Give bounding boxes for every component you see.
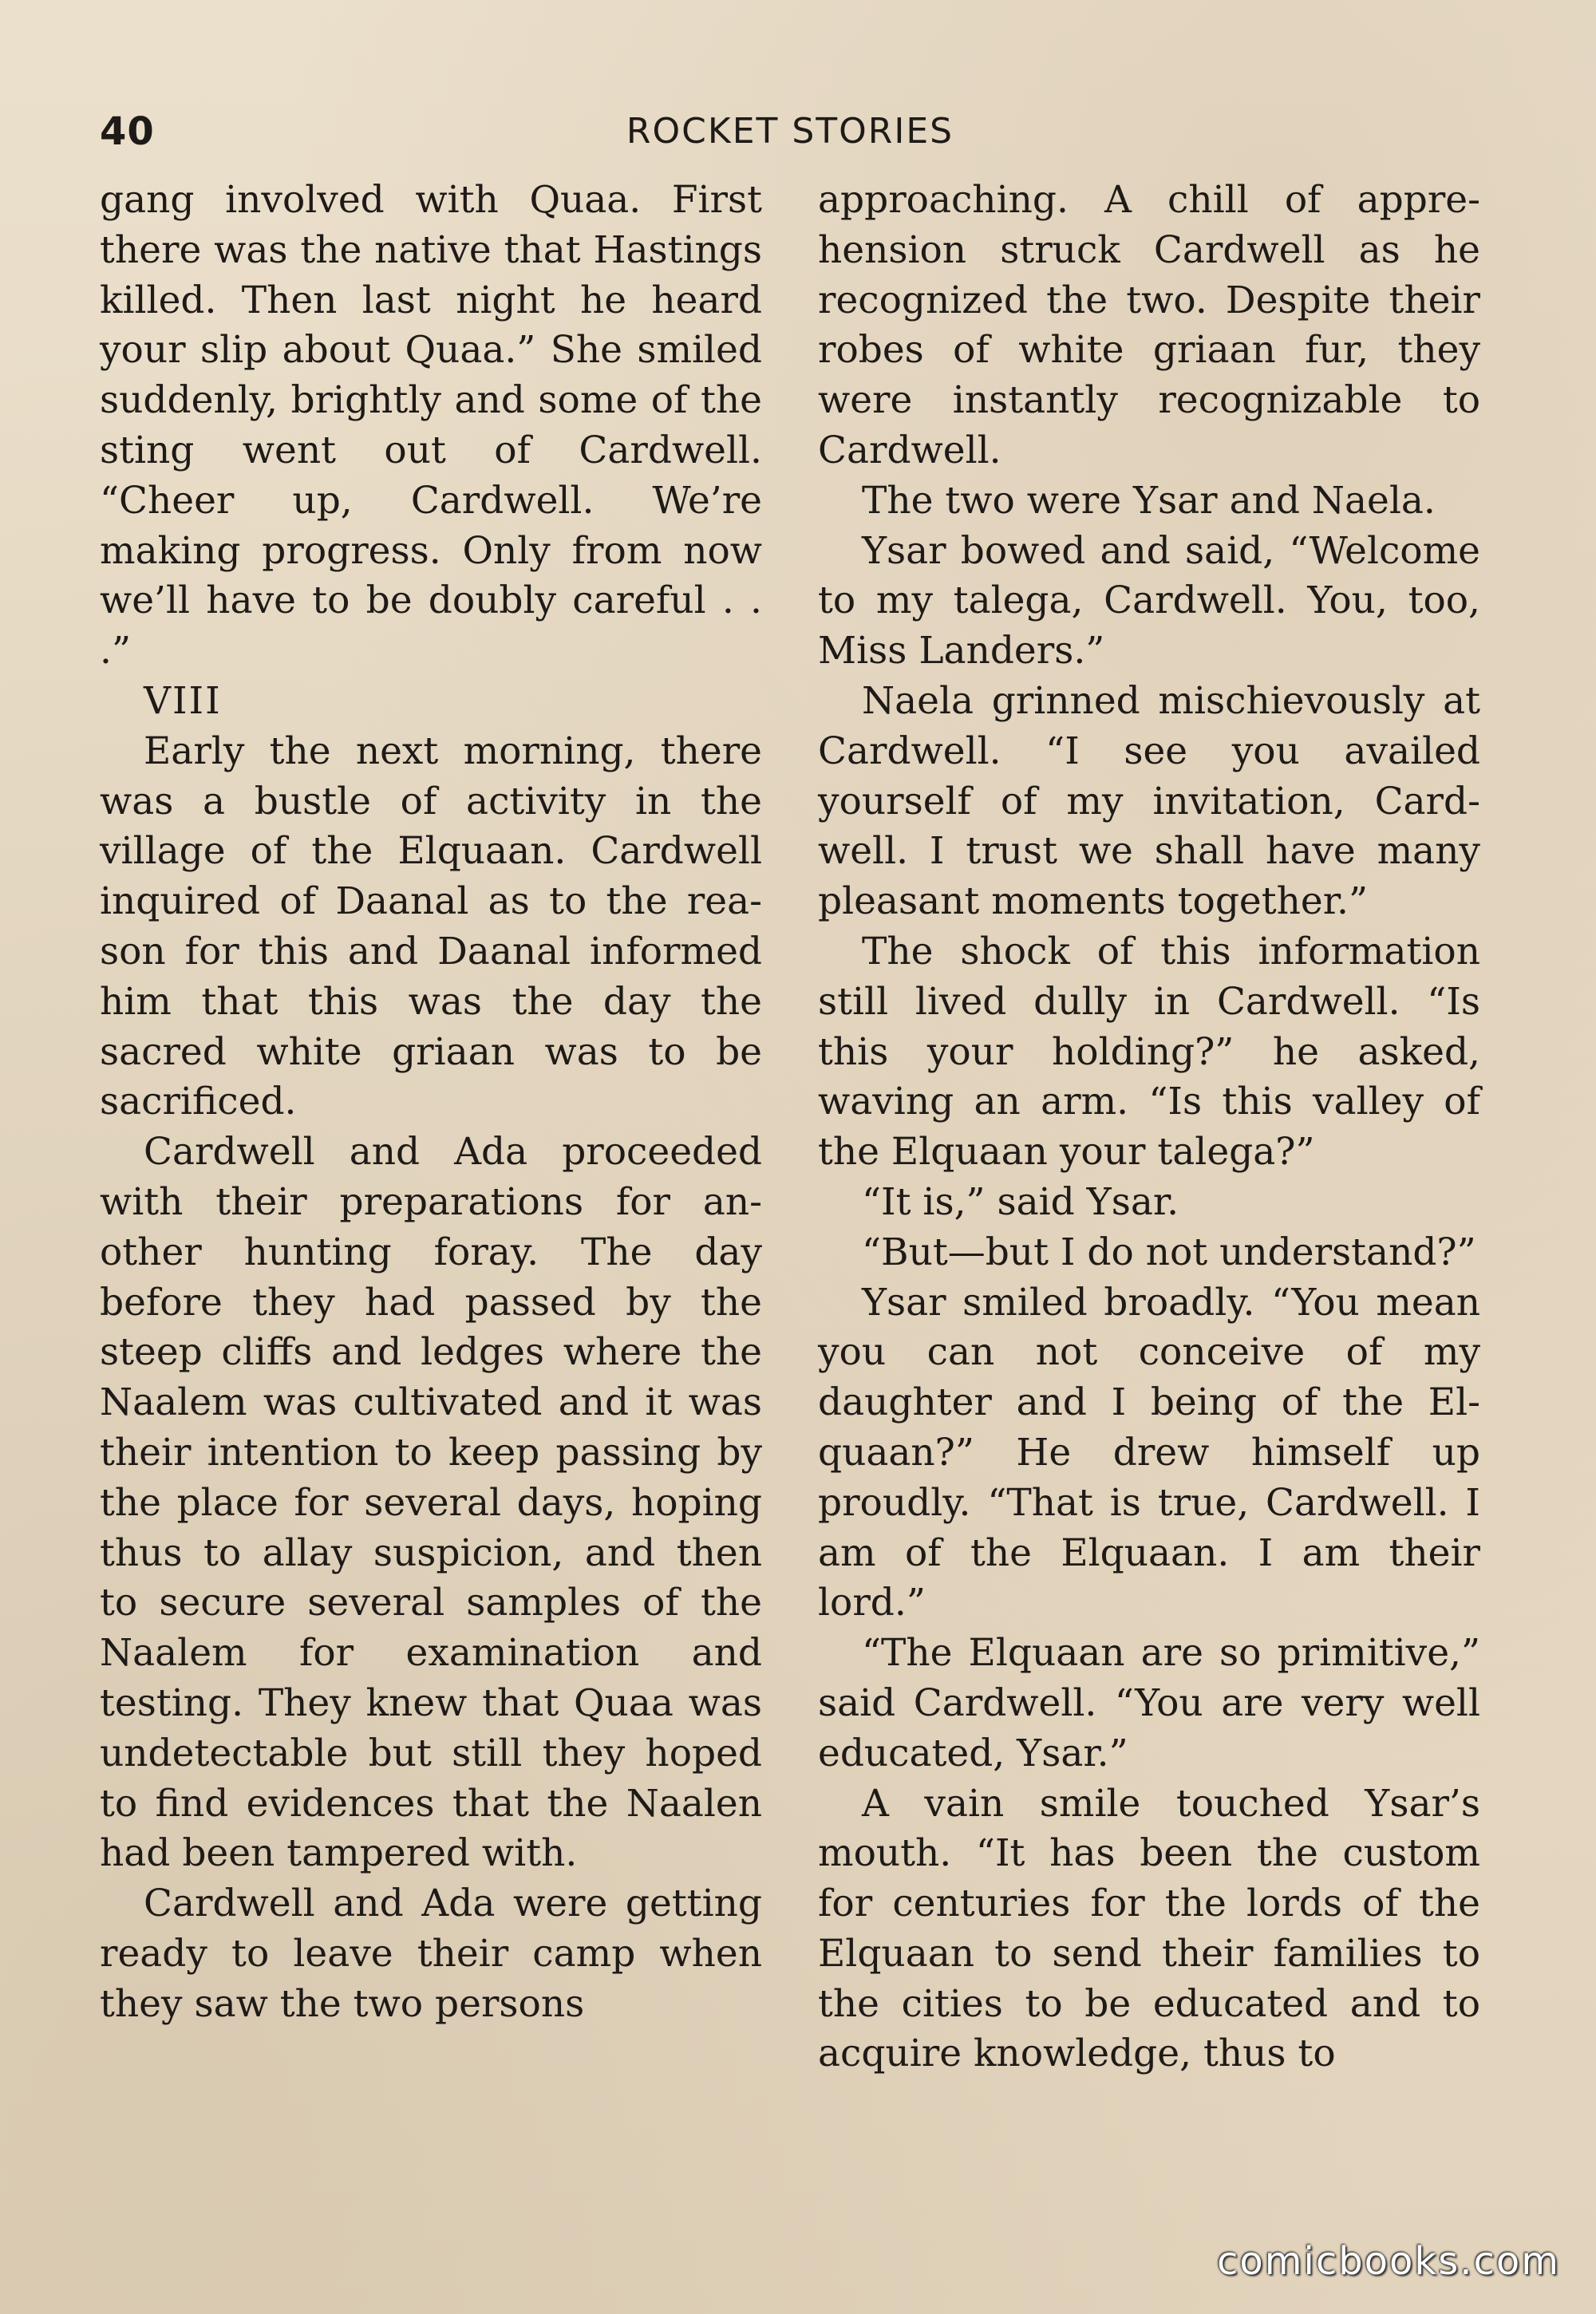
left-column	[100, 176, 762, 2029]
paragraph: A vain smile touched Ysar’s mouth. “It has been the custom for centuries for the lords of the Elquaan to send their families to the cities to be educated and to acquire knowledge, thus to	[818, 1781, 1480, 2076]
paragraph: “It is,” said Ysar.	[862, 1179, 1179, 1224]
right-column	[818, 176, 1480, 2079]
paragraph: “But—but I do not understand?”	[862, 1230, 1476, 1274]
paragraph: Ysar smiled broadly. “You mean you can not conceive of my daughter and I being of the Elquaan?” He drew himself up proudly. “That is true, Cardwell. I am of the Elquaan. I am their lord.”	[818, 1280, 1480, 1625]
paragraph: “The Elquaan are so primitive,” said Cardwell. “You are very well educated, Ysar.”	[818, 1631, 1480, 1775]
paragraph: The two were Ysar and Naela.	[862, 478, 1436, 523]
page-number: 40	[100, 109, 155, 154]
chapter-heading: VIII	[144, 678, 222, 723]
paragraph: approaching. A chill of apprehension struck Cardwell as he recognized the two. Despite their robes of white griaan fur, they were instantly recognizable to Cardwell.	[818, 178, 1480, 472]
watermark: comicbooks.com	[1216, 2239, 1560, 2284]
paragraph: Early the next morning, there was a bustle of activity in the village of the Elquaan. Cardwell inquired of Daanal as to the reason for this and Daanal informed him that this was the day the sacred white griaan was to be sacrificed.	[100, 729, 762, 1124]
paragraph: The shock of this information still lived dully in Cardwell. “Is this your holding?” he asked, waving an arm. “Is this valley of the Elquaan your talega?”	[818, 929, 1480, 1175]
page-header	[100, 104, 1480, 160]
paragraph: Naela grinned mischievously at Cardwell. “I see you availed yourself of my invitation, Cardwell. I trust we shall have many pleasant moments together.”	[818, 678, 1480, 924]
paragraph: Cardwell and Ada were getting ready to leave their camp when they saw the two persons	[100, 1882, 762, 2026]
paragraph: gang involved with Quaa. First there was the native that Hastings killed. Then last night he heard your slip about Quaa.” She smiled suddenly, brightly and some of the sting went out of Cardwell. “Cheer up, Cardwell. We’re making progress. Only from now we’ll have to be doubly careful . . .”	[100, 178, 762, 673]
running-head: ROCKET STORIES	[626, 111, 954, 152]
paragraph: Cardwell and Ada proceeded with their preparations for another hunting foray. The day before they had passed by the steep cliffs and ledges where the Naalem was cultivated and it was their intention to keep passing by the place for several days, hoping thus to allay suspicion, and then to secure several samples of the Naalem for examination and testing. They knew that Quaa was undetectable but still they hoped to find evidences that the Naalen had been tampered with.	[100, 1130, 762, 1876]
paragraph: Ysar bowed and said, “Welcome to my talega, Cardwell. You, too, Miss Landers.”	[818, 528, 1480, 673]
